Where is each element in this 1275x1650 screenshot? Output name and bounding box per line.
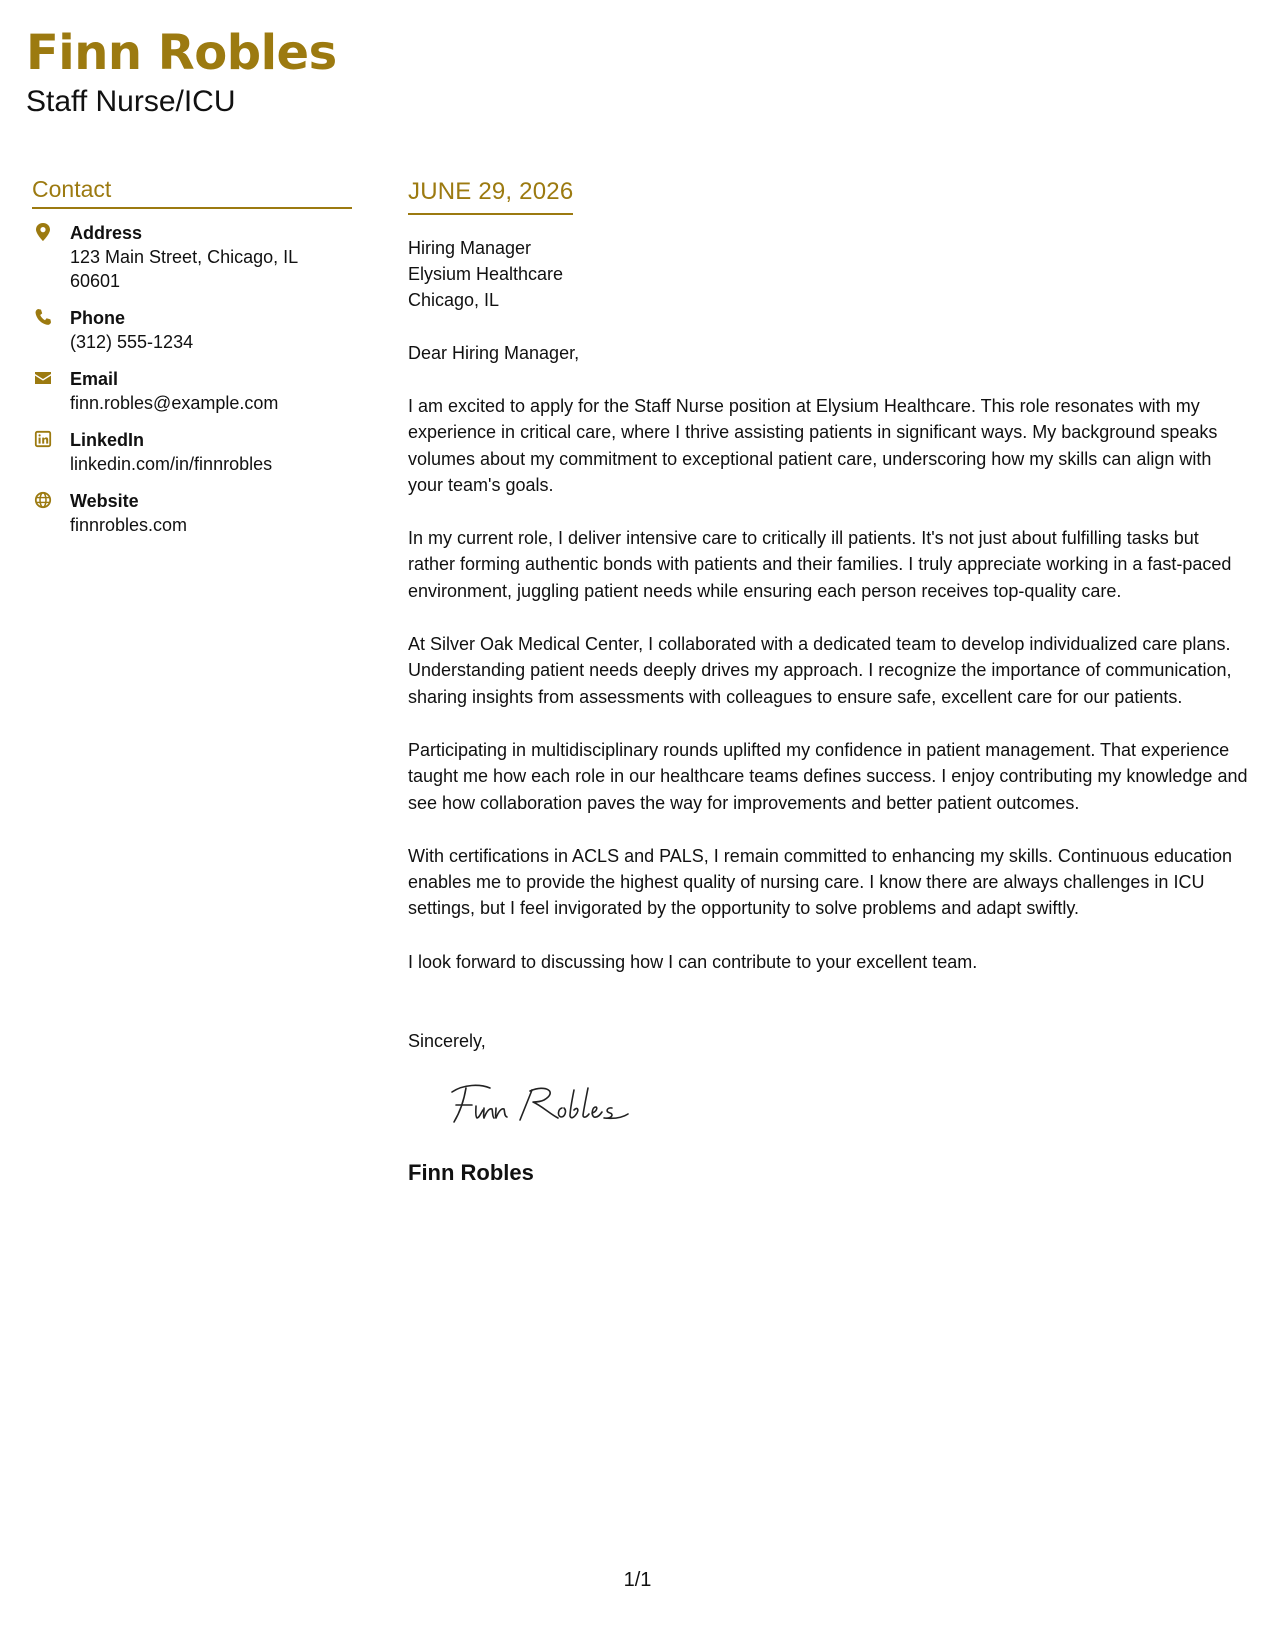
signer-name: Finn Robles bbox=[408, 1160, 534, 1186]
contact-value-linkedin: linkedin.com/in/finnrobles bbox=[70, 454, 273, 474]
contact-value-website: finnrobles.com bbox=[70, 515, 188, 535]
contact-label-website: Website bbox=[70, 491, 139, 511]
contact-item-email bbox=[32, 367, 352, 415]
body-paragraph: I look forward to discussing how I can contribute to your excellent team. bbox=[408, 951, 978, 972]
contact-list bbox=[32, 221, 352, 537]
contact-label-linkedin: LinkedIn bbox=[70, 430, 145, 450]
letter-date: JUNE 29, 2026 bbox=[408, 178, 574, 205]
body-paragraph: At Silver Oak Medical Center, I collaborated with a dedicated team to develop individualized care plans. Understanding patient needs deeply drives my approach. I recognize the importance of communication, sharing insights from assessments with colleagues to ensure safe, excellent care for our patients. bbox=[408, 634, 1232, 707]
globe-icon bbox=[34, 490, 52, 510]
contact-item-linkedin bbox=[32, 428, 352, 476]
salutation: Dear Hiring Manager, bbox=[408, 343, 580, 363]
letter-body bbox=[408, 177, 1248, 1187]
closing: Sincerely, bbox=[408, 1031, 486, 1052]
contact-heading: Contact bbox=[32, 175, 352, 209]
candidate-name: Finn Robles bbox=[26, 25, 337, 81]
body-paragraph: Participating in multidisciplinary rounds uplifted my confidence in patient management. That experience taught me how each role in our healthcare teams defines success. I enjoy contributing my knowledge and see how collaboration paves the way for improvements and better patient outcomes. bbox=[408, 739, 1248, 813]
body-paragraph: I am excited to apply for the Staff Nurse position at Elysium Healthcare. This role resonates with my experience in critical care, where I thrive assisting patients in significant ways. My background speaks volumes about my commitment to exceptional patient care, underscoring how my skills can align with your team's goals. bbox=[408, 396, 1218, 495]
contact-label-phone: Phone bbox=[70, 308, 126, 328]
map-pin-icon bbox=[34, 222, 52, 242]
contact-label-address: Address bbox=[70, 223, 143, 243]
recipient-line: Chicago, IL bbox=[408, 290, 500, 310]
candidate-title: Staff Nurse/ICU bbox=[26, 85, 236, 118]
body-paragraph: In my current role, I deliver intensive care to critically ill patients. It's not just about fulfilling tasks but rather forming authentic bonds with patients and their families. I truly appreciate working in a fast-paced environment, juggling patient needs while ensuring each person receives top-quality care. bbox=[408, 528, 1232, 601]
signature-image bbox=[446, 1078, 646, 1128]
letter-header bbox=[26, 22, 337, 120]
recipient-block bbox=[408, 235, 1248, 313]
contact-item-address bbox=[32, 221, 352, 293]
contact-value-phone: (312) 555-1234 bbox=[70, 332, 194, 352]
recipient-line: Hiring Manager bbox=[408, 238, 532, 258]
linkedin-icon bbox=[34, 429, 52, 449]
contact-item-phone bbox=[32, 306, 352, 354]
date-block bbox=[408, 177, 573, 215]
contact-value-email: finn.robles@example.com bbox=[70, 393, 279, 413]
body-paragraph: With certifications in ACLS and PALS, I remain committed to enhancing my skills. Continuous education enables me to provide the highest quality of nursing care. I know there are always challenges in ICU settings, but I feel invigorated by the opportunity to solve problems and adapt swiftly. bbox=[408, 845, 1233, 919]
envelope-icon bbox=[34, 368, 52, 388]
phone-icon bbox=[34, 307, 52, 327]
contact-item-website bbox=[32, 489, 352, 537]
contact-sidebar bbox=[32, 175, 352, 550]
contact-value-address: 123 Main Street, Chicago, IL 60601 bbox=[70, 247, 298, 291]
page-number: 1/1 bbox=[623, 1569, 652, 1591]
recipient-line: Elysium Healthcare bbox=[408, 264, 564, 284]
contact-label-email: Email bbox=[70, 369, 119, 389]
